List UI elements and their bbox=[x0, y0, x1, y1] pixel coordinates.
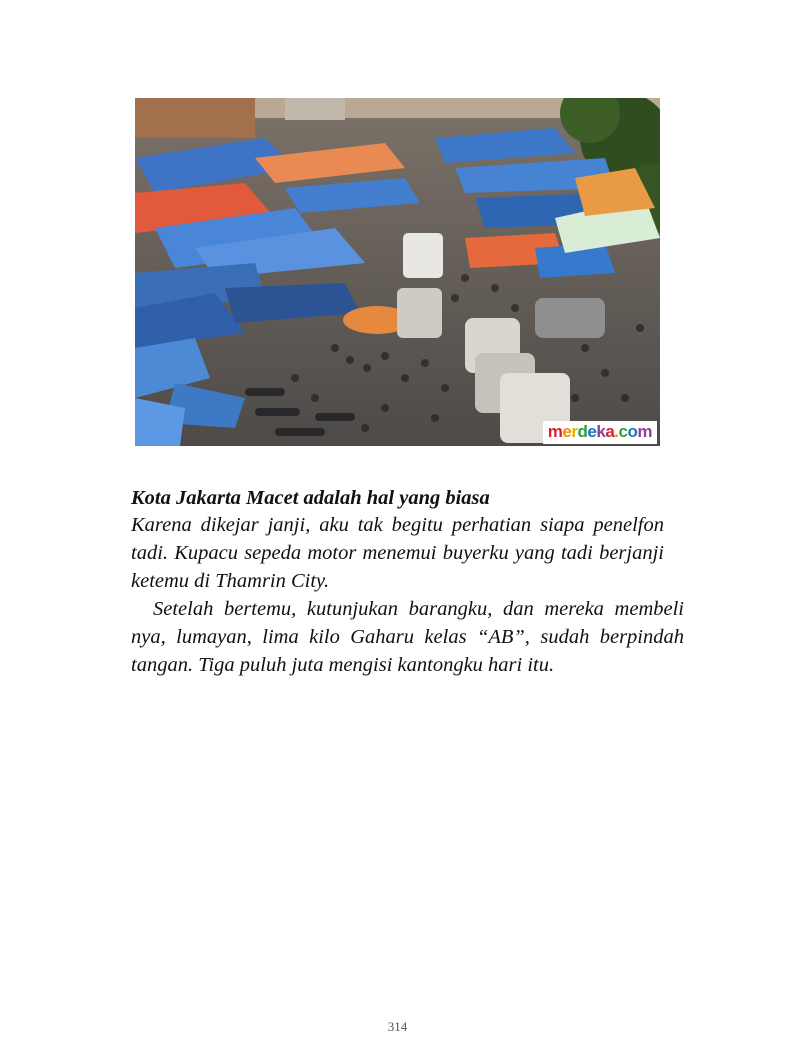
watermark-letter: d bbox=[577, 422, 588, 441]
watermark-letter: e bbox=[562, 422, 572, 441]
merdeka-watermark bbox=[543, 421, 657, 444]
market-traffic-photo bbox=[135, 98, 660, 446]
watermark-letter: r bbox=[571, 422, 578, 441]
watermark-letter: o bbox=[627, 422, 638, 441]
watermark-letter: e bbox=[587, 422, 597, 441]
watermark-letter: m bbox=[637, 422, 652, 441]
photo-illustration bbox=[135, 98, 660, 446]
watermark-letter: a bbox=[605, 422, 615, 441]
paragraph-1: Karena dikejar janji, aku tak begitu perhatian siapa penelfon tadi. Kupacu sepeda motor menemui buyerku yang tadi berjanji ketemu di Thamrin City. bbox=[131, 514, 664, 592]
watermark-letter: m bbox=[547, 422, 563, 441]
watermark-letter: k bbox=[596, 422, 606, 441]
watermark-letter: . bbox=[614, 422, 619, 441]
paragraph-2: Setelah bertemu, kutunjukan barangku, dan mereka membeli nya, lumayan, lima kilo Gaharu kelas “AB”, sudah berpindah tangan. Tiga puluh juta mengisi kantongku hari itu. bbox=[131, 598, 684, 676]
photo-caption: Kota Jakarta Macet adalah hal yang biasa bbox=[131, 487, 490, 509]
page-number: 314 bbox=[387, 1019, 408, 1034]
watermark-letter: c bbox=[618, 422, 628, 441]
